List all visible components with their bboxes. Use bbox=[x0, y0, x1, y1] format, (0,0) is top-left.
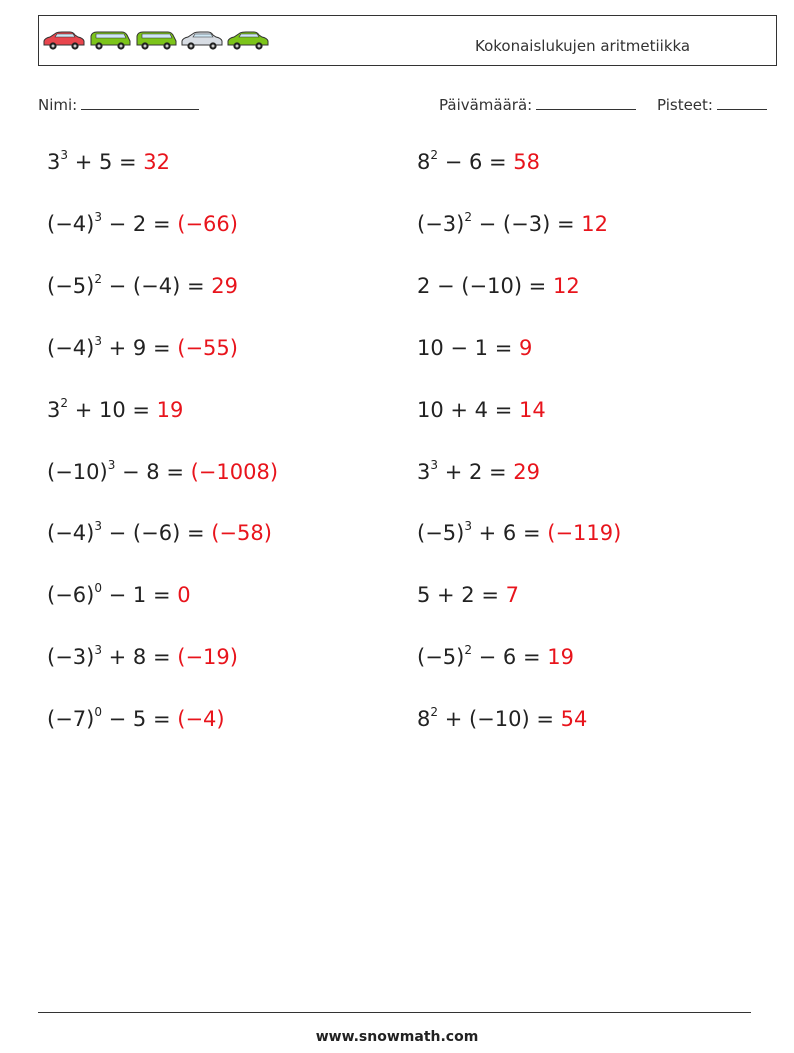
problem-answer: 7 bbox=[505, 583, 519, 608]
score-label: Pisteet: bbox=[657, 96, 713, 114]
red-car-icon bbox=[42, 29, 86, 51]
worksheet-header bbox=[38, 15, 777, 66]
name-label: Nimi: bbox=[38, 96, 78, 114]
problem-rest: − 8 = bbox=[115, 459, 191, 484]
problem-rest: + 8 = bbox=[101, 645, 178, 670]
problem-item bbox=[47, 209, 238, 236]
problem-base: (−4) bbox=[47, 335, 95, 360]
problem-answer: 12 bbox=[581, 211, 608, 236]
date-field bbox=[439, 94, 636, 114]
problem-answer: (−119) bbox=[547, 521, 622, 546]
problem-item bbox=[417, 150, 540, 174]
score-field bbox=[657, 94, 767, 114]
problem-base: (−4) bbox=[47, 211, 95, 236]
car-icons bbox=[42, 29, 270, 51]
problem-answer: 29 bbox=[211, 273, 238, 298]
problem-base: 3 bbox=[47, 397, 61, 422]
problem-answer: 32 bbox=[143, 150, 171, 174]
problem-rest: + 5 = bbox=[68, 150, 144, 174]
problem-exponent: 2 bbox=[60, 395, 69, 410]
problem-answer: 19 bbox=[547, 645, 574, 670]
problem-base: 10 + 4 = bbox=[417, 397, 519, 422]
problem-exponent: 3 bbox=[94, 643, 102, 658]
problem-answer: (−66) bbox=[177, 211, 238, 236]
footer-divider bbox=[38, 1012, 751, 1013]
problem-base: 8 bbox=[417, 150, 431, 174]
problem-answer: (−19) bbox=[177, 645, 238, 670]
problem-base: (−10) bbox=[47, 459, 108, 484]
problem-item bbox=[47, 521, 272, 545]
problem-rest: + 2 = bbox=[438, 459, 514, 484]
problem-base: (−5) bbox=[47, 273, 95, 298]
problem-answer: 58 bbox=[513, 150, 541, 174]
silver-car-icon bbox=[180, 29, 224, 51]
green-van-icon bbox=[134, 29, 178, 51]
problem-rest: − (−6) = bbox=[101, 521, 212, 546]
problem-item bbox=[47, 457, 279, 484]
problem-rest: − 5 = bbox=[101, 707, 178, 732]
problem-rest: − (−4) = bbox=[101, 273, 212, 298]
problem-exponent: 3 bbox=[107, 457, 116, 472]
problem-exponent: 3 bbox=[430, 457, 439, 472]
problem-answer: 0 bbox=[177, 583, 191, 608]
problem-item bbox=[47, 645, 238, 669]
problem-item bbox=[417, 521, 621, 545]
problem-rest: + 6 = bbox=[471, 521, 548, 546]
problem-item bbox=[47, 707, 225, 731]
problem-exponent: 2 bbox=[430, 148, 439, 162]
problem-exponent: 2 bbox=[94, 271, 102, 286]
problem-base: 5 + 2 = bbox=[417, 583, 506, 608]
footer-url: www.snowmath.com bbox=[315, 1029, 479, 1045]
problem-exponent: 3 bbox=[464, 519, 472, 534]
problem-item bbox=[417, 209, 608, 236]
problem-base: (−5) bbox=[417, 645, 465, 670]
problem-item bbox=[417, 274, 580, 298]
problem-answer: 29 bbox=[513, 459, 541, 484]
green-van-icon bbox=[88, 29, 132, 51]
problem-base: (−3) bbox=[47, 645, 95, 670]
problem-base: (−7) bbox=[47, 707, 95, 732]
problem-rest: + (−10) = bbox=[438, 707, 561, 732]
problem-item bbox=[47, 395, 184, 422]
problem-answer: 12 bbox=[552, 273, 580, 298]
problem-rest: − 1 = bbox=[101, 583, 178, 608]
problem-base: 3 bbox=[417, 459, 431, 484]
problem-rest: − 6 = bbox=[471, 645, 548, 670]
problem-base: 8 bbox=[417, 707, 431, 732]
green-car-icon bbox=[226, 29, 270, 51]
problem-answer: (−4) bbox=[177, 707, 225, 732]
problem-answer: (−1008) bbox=[190, 459, 279, 484]
problem-exponent: 3 bbox=[94, 519, 102, 534]
problem-exponent: 2 bbox=[464, 209, 472, 224]
name-field bbox=[38, 94, 199, 114]
date-label: Päivämäärä: bbox=[439, 96, 533, 114]
problem-rest: + 10 = bbox=[68, 397, 157, 422]
problem-base: 2 − (−10) = bbox=[417, 273, 553, 298]
problem-item bbox=[417, 398, 546, 422]
problem-base: 10 − 1 = bbox=[417, 335, 519, 360]
score-blank[interactable] bbox=[717, 94, 767, 110]
problem-item bbox=[47, 150, 170, 174]
problem-base: 3 bbox=[47, 150, 61, 174]
problem-item bbox=[417, 336, 532, 360]
problem-exponent: 3 bbox=[94, 333, 102, 348]
problem-answer: 14 bbox=[518, 397, 546, 422]
problem-answer: (−58) bbox=[211, 521, 272, 546]
problem-answer: (−55) bbox=[177, 335, 238, 360]
problem-rest: − 2 = bbox=[101, 211, 178, 236]
problem-exponent: 2 bbox=[464, 643, 472, 658]
problem-rest: − (−3) = bbox=[471, 211, 582, 236]
problem-answer: 54 bbox=[560, 707, 588, 732]
problem-item bbox=[417, 645, 574, 669]
problem-rest: + 9 = bbox=[101, 335, 178, 360]
problem-base: (−5) bbox=[417, 521, 465, 546]
problem-answer: 19 bbox=[156, 397, 184, 422]
problem-item bbox=[47, 583, 191, 607]
problem-exponent: 2 bbox=[430, 705, 439, 720]
problem-item bbox=[417, 583, 519, 607]
worksheet-title: Kokonaislukujen aritmetiikka bbox=[475, 37, 691, 55]
problem-item bbox=[47, 271, 238, 298]
problem-exponent: 0 bbox=[94, 581, 102, 596]
problem-exponent: 3 bbox=[60, 148, 69, 162]
problem-base: (−3) bbox=[417, 211, 465, 236]
problem-exponent: 0 bbox=[94, 705, 102, 720]
problem-item bbox=[417, 707, 587, 731]
date-blank[interactable] bbox=[536, 94, 636, 110]
name-blank[interactable] bbox=[81, 94, 199, 110]
problem-answer: 9 bbox=[518, 335, 533, 360]
problem-item bbox=[417, 457, 541, 484]
problem-base: (−4) bbox=[47, 521, 95, 546]
problem-rest: − 6 = bbox=[438, 150, 514, 174]
problem-exponent: 3 bbox=[94, 209, 102, 224]
problem-item bbox=[47, 333, 238, 360]
problem-base: (−6) bbox=[47, 583, 95, 608]
